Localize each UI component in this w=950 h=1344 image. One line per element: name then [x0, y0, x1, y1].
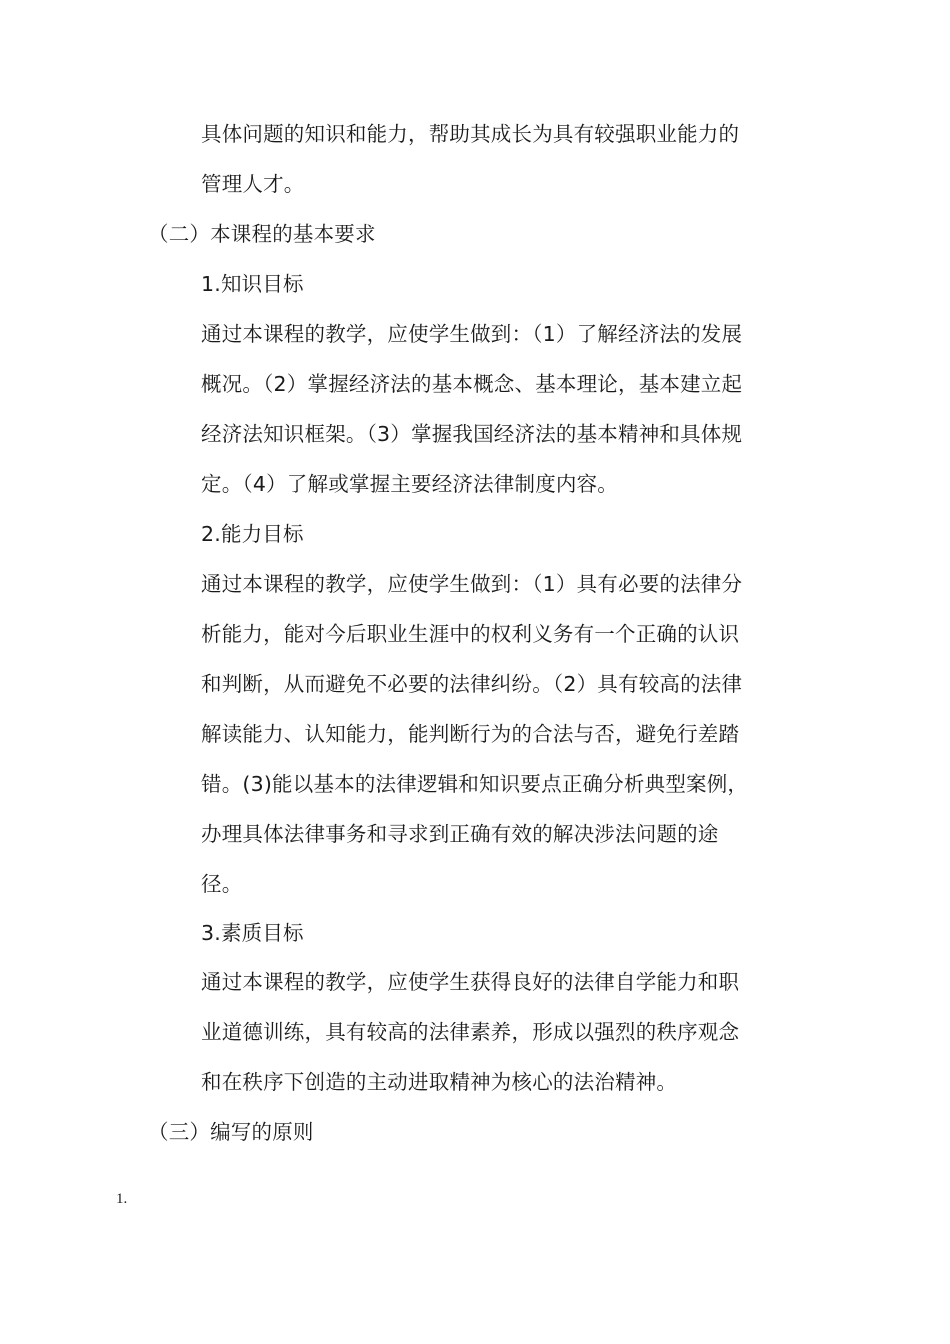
paragraph-line: 通过本课程的教学，应使学生做到：（1）了解经济法的发展 [201, 322, 743, 346]
subsection-heading: 2.能力目标 [201, 522, 304, 546]
subsection-heading: 1.知识目标 [201, 272, 304, 296]
paragraph-line: 办理具体法律事务和寻求到正确有效的解决涉法问题的途 [201, 822, 719, 846]
section-heading: （二）本课程的基本要求 [148, 222, 376, 246]
paragraph-line: 管理人才。 [201, 172, 305, 196]
paragraph-line: 定。（4）了解或掌握主要经济法律制度内容。 [201, 472, 618, 496]
paragraph-line: 经济法知识框架。（3）掌握我国经济法的基本精神和具体规 [201, 422, 743, 446]
subsection-heading: 3.素质目标 [201, 921, 304, 945]
paragraph-line: 概况。（2）掌握经济法的基本概念、基本理论，基本建立起 [201, 372, 743, 396]
paragraph-line: 业道德训练，具有较高的法律素养，形成以强烈的秩序观念 [201, 1020, 740, 1044]
paragraph-line: 和判断，从而避免不必要的法律纠纷。（2）具有较高的法律 [201, 672, 743, 696]
paragraph-line: 和在秩序下创造的主动进取精神为核心的法治精神。 [201, 1070, 678, 1094]
paragraph-line: 解读能力、认知能力，能判断行为的合法与否，避免行差踏 [201, 722, 740, 746]
paragraph-line: 具体问题的知识和能力，帮助其成长为具有较强职业能力的 [201, 122, 740, 146]
footer-list-number: 1. [116, 1191, 128, 1207]
paragraph-line: 通过本课程的教学，应使学生获得良好的法律自学能力和职 [201, 970, 740, 994]
paragraph-line: 错。(3)能以基本的法律逻辑和知识要点正确分析典型案例， [201, 772, 749, 796]
paragraph-line: 通过本课程的教学，应使学生做到：（1）具有必要的法律分 [201, 572, 743, 596]
section-heading: （三）编写的原则 [148, 1120, 314, 1144]
paragraph-line: 径。 [201, 872, 243, 896]
paragraph-line: 析能力，能对今后职业生涯中的权利义务有一个正确的认识 [201, 622, 740, 646]
